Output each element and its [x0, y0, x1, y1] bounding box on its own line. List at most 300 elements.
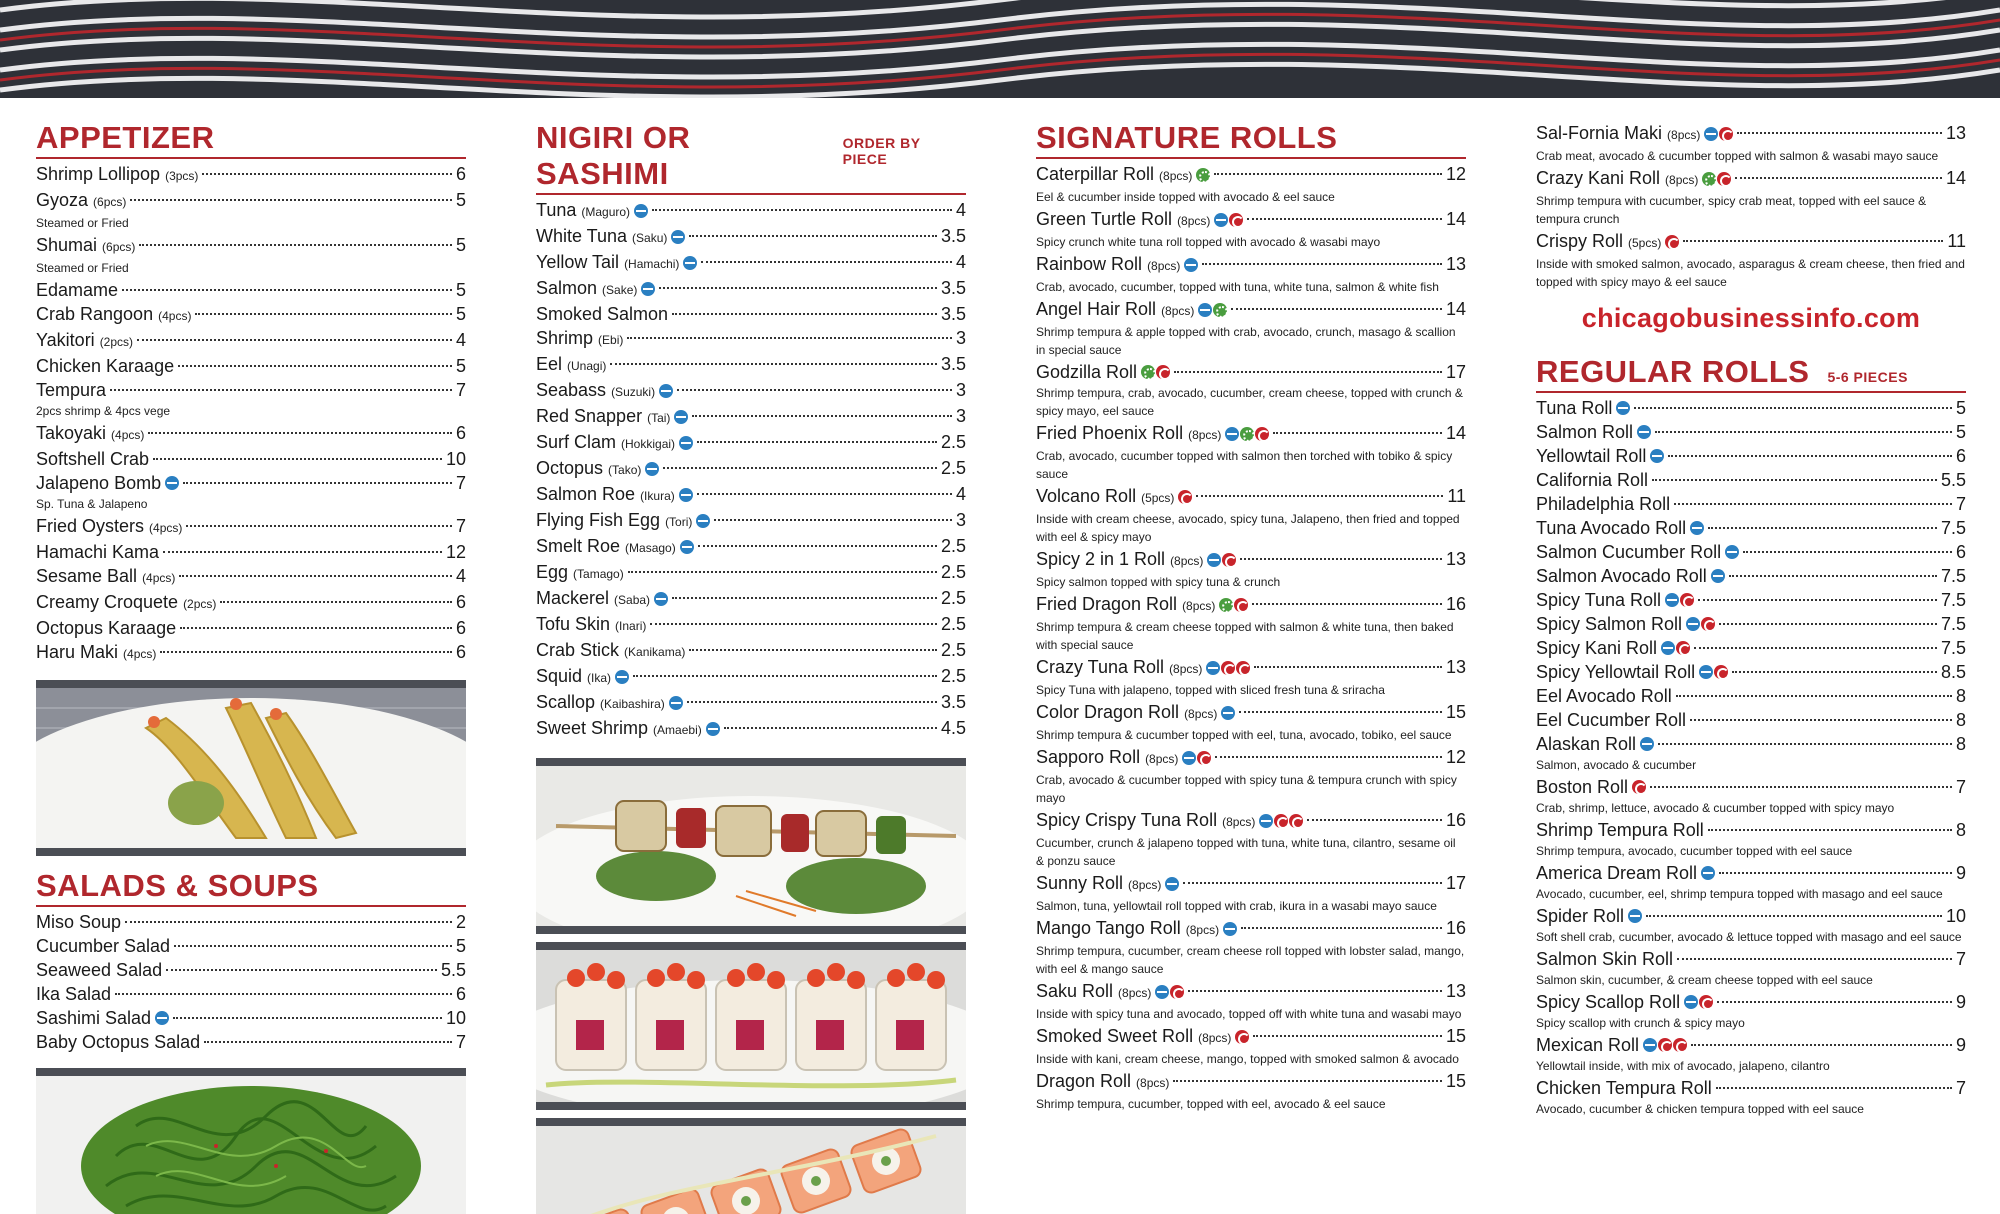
menu-item-row [536, 456, 966, 482]
item-name: Mexican Roll [1536, 1035, 1640, 1055]
item-name: Spicy Yellowtail Roll [1536, 662, 1696, 682]
item-marks [1725, 545, 1739, 559]
menu-item [536, 430, 966, 456]
menu-item-row [536, 276, 966, 302]
menu-item-row [1536, 636, 1966, 660]
menu-item-row [1536, 229, 1966, 255]
raw-fish-icon [1207, 553, 1221, 567]
item-marks [1214, 213, 1243, 227]
item-price: 3.5 [940, 304, 966, 324]
vegetable-icon [1141, 365, 1155, 379]
nigiri-header [536, 120, 966, 195]
item-name: Sashimi Salad [36, 1008, 152, 1028]
menu-item [1536, 684, 1966, 708]
menu-item [1536, 121, 1966, 165]
item-price: 3.5 [940, 278, 966, 298]
item-name: Creamy Croquete [36, 592, 179, 612]
dot-leader [652, 209, 952, 211]
menu-item-row [1536, 861, 1966, 885]
item-price: 10 [1945, 906, 1966, 926]
item-description: Spicy salmon topped with spicy tuna & crunch [1036, 575, 1281, 589]
dot-leader [1202, 263, 1442, 265]
menu-item [1036, 421, 1466, 483]
item-marks [1632, 780, 1646, 794]
item-price: 8 [1955, 686, 1966, 706]
dot-leader [1719, 872, 1952, 874]
item-quantity: (4pcs) [123, 647, 157, 661]
raw-fish-icon [1259, 814, 1273, 828]
menu-item-row [1536, 708, 1966, 732]
item-price: 7 [1955, 1078, 1966, 1098]
spicy-icon [1274, 814, 1288, 828]
item-price: 2.5 [940, 614, 966, 634]
item-price: 7.5 [1940, 638, 1966, 658]
item-quantity: (Tako) [608, 463, 642, 477]
item-price: 17 [1445, 873, 1466, 893]
item-marks [1650, 449, 1664, 463]
item-description: 2pcs shrimp & 4pcs vege [36, 404, 171, 418]
dot-leader [153, 458, 442, 460]
item-marks [683, 256, 697, 270]
dot-leader [1214, 173, 1442, 175]
item-marks [1196, 168, 1210, 182]
menu-item-row [1036, 592, 1466, 618]
raw-fish-icon [1684, 995, 1698, 1009]
raw-fish-icon [1214, 213, 1228, 227]
menu-item [36, 447, 466, 471]
item-description: Crab, avocado, cucumber, topped with tuna, white tuna, salmon & white fish [1036, 280, 1439, 294]
menu-item [36, 188, 466, 232]
menu-item [1536, 636, 1966, 660]
menu-item-row [1036, 360, 1466, 384]
item-quantity: (8pcs) [1184, 707, 1218, 721]
item-name: Chicken Karaage [36, 356, 175, 376]
dot-leader [650, 623, 937, 625]
menu-item-row [536, 352, 966, 378]
menu-item-row [36, 378, 466, 402]
item-marks [1207, 553, 1236, 567]
menu-item-row [1036, 207, 1466, 233]
menu-item [1036, 916, 1466, 978]
salads-header [36, 868, 466, 907]
menu-item-row [36, 233, 466, 259]
item-price: 5 [1955, 398, 1966, 418]
item-name: Eel Cucumber Roll [1536, 710, 1687, 730]
item-price: 7 [455, 473, 466, 493]
spicy-icon [1222, 553, 1236, 567]
raw-fish-icon [706, 722, 720, 736]
menu-item-row [36, 590, 466, 616]
appetizer-header [36, 120, 466, 159]
menu-item-row [1036, 745, 1466, 771]
item-description: Shrimp tempura with cucumber, spicy crab meat, topped with eel sauce & tempura crunch [1536, 194, 1927, 226]
item-description: Cucumber, crunch & jalapeno topped with tuna, white tuna, cilantro, sesame oil & ponzu sauce [1036, 836, 1456, 868]
item-price: 3 [955, 380, 966, 400]
dot-leader [627, 337, 952, 339]
item-price: 6 [1955, 446, 1966, 466]
item-price: 7 [1955, 494, 1966, 514]
item-price: 12 [445, 542, 466, 562]
item-price: 7 [1955, 949, 1966, 969]
menu-item [536, 404, 966, 430]
raw-fish-icon [155, 1011, 169, 1025]
raw-fish-icon [1690, 521, 1704, 535]
raw-fish-icon [674, 410, 688, 424]
item-quantity: (Saba) [614, 593, 651, 607]
wave-pattern [0, 0, 2000, 98]
spicy-icon [1234, 598, 1248, 612]
dot-leader [139, 244, 452, 246]
menu-item-row [1536, 904, 1966, 928]
spicy-icon [1658, 1038, 1672, 1052]
item-marks [1235, 1030, 1249, 1044]
menu-item-row [1536, 396, 1966, 420]
menu-item-row [36, 1030, 466, 1054]
dot-leader [1650, 786, 1952, 788]
item-quantity: (Tori) [665, 515, 693, 529]
item-quantity: (8pcs) [1170, 554, 1204, 568]
raw-fish-icon [1704, 127, 1718, 141]
raw-fish-icon [680, 540, 694, 554]
menu-item [36, 1030, 466, 1054]
raw-fish-icon [679, 436, 693, 450]
dot-leader [1174, 371, 1442, 373]
raw-fish-icon [1643, 1038, 1657, 1052]
item-name: Mackerel [536, 588, 610, 608]
item-description: Salmon, tuna, yellowtail roll topped with crab, ikura in a wasabi mayo sauce [1036, 899, 1437, 913]
item-description: Avocado, cucumber & chicken tempura topped with eel sauce [1536, 1102, 1864, 1116]
item-name: Fried Dragon Roll [1036, 594, 1178, 614]
menu-item-row [1536, 540, 1966, 564]
item-price: 3.5 [940, 692, 966, 712]
item-marks [1640, 737, 1654, 751]
dot-leader [180, 627, 452, 629]
spicy-icon [1665, 235, 1679, 249]
item-name: Softshell Crab [36, 449, 150, 469]
dot-leader [1241, 927, 1442, 929]
dot-leader [1239, 711, 1442, 713]
item-marks [1684, 995, 1713, 1009]
item-name: Takoyaki [36, 423, 107, 443]
menu-item-row [36, 564, 466, 590]
spicy-icon [1170, 985, 1184, 999]
menu-item-row [536, 690, 966, 716]
menu-item-row [1536, 684, 1966, 708]
raw-fish-icon [615, 670, 629, 684]
item-price: 16 [1445, 810, 1466, 830]
item-quantity: (8pcs) [1128, 878, 1162, 892]
menu-item [1536, 229, 1966, 291]
item-price: 13 [1445, 657, 1466, 677]
item-quantity: (8pcs) [1667, 128, 1701, 142]
column-signature [1036, 120, 1466, 1114]
menu-item [1536, 588, 1966, 612]
item-description: Shrimp tempura, cucumber, cream cheese roll topped with lobster salad, mango, with eel & mango sauce [1036, 944, 1465, 976]
item-name: Tuna Avocado Roll [1536, 518, 1687, 538]
spicy-icon [1676, 641, 1690, 655]
raw-fish-icon [1155, 985, 1169, 999]
dot-leader [163, 551, 442, 553]
menu-item [1536, 492, 1966, 516]
dot-leader [1729, 575, 1937, 577]
item-price: 6 [455, 423, 466, 443]
menu-item [1536, 660, 1966, 684]
menu-item [1536, 468, 1966, 492]
menu-item-row [1536, 468, 1966, 492]
raw-fish-icon [645, 462, 659, 476]
menu-item-row [1036, 547, 1466, 573]
spicy-icon [1178, 490, 1192, 504]
menu-item-row [536, 638, 966, 664]
column-appetizer-salads [36, 120, 466, 1214]
item-description: Steamed or Fried [36, 216, 129, 230]
dot-leader [173, 1017, 442, 1019]
item-name: Spicy Kani Roll [1536, 638, 1658, 658]
spicy-icon [1701, 617, 1715, 631]
item-price: 16 [1445, 594, 1466, 614]
item-price: 9 [1955, 992, 1966, 1012]
raw-fish-icon [634, 204, 648, 218]
menu-item-row [1536, 732, 1966, 756]
menu-item [36, 1006, 466, 1030]
dot-leader [137, 339, 452, 341]
dot-leader [110, 389, 452, 391]
menu-item [1036, 360, 1466, 420]
menu-item-row [1536, 564, 1966, 588]
menu-item [1536, 564, 1966, 588]
item-name: Seabass [536, 380, 607, 400]
item-marks [1702, 172, 1731, 186]
item-name: Green Turtle Roll [1036, 209, 1173, 229]
raw-fish-icon [1225, 427, 1239, 441]
raw-fish-icon [1221, 706, 1235, 720]
item-price: 2 [455, 912, 466, 932]
dot-leader [115, 993, 452, 995]
menu-item [1036, 162, 1466, 206]
item-name: Dragon Roll [1036, 1071, 1132, 1091]
menu-item [36, 162, 466, 188]
item-name: Salmon Skin Roll [1536, 949, 1674, 969]
item-marks [165, 476, 179, 490]
spicy-icon [1719, 127, 1733, 141]
dot-leader [202, 173, 452, 175]
item-name: Spider Roll [1536, 906, 1625, 926]
item-description: Steamed or Fried [36, 261, 129, 275]
item-name: Smoked Salmon [536, 304, 669, 324]
item-price: 7 [455, 516, 466, 536]
item-marks [1661, 641, 1690, 655]
item-name: Tempura [36, 380, 107, 400]
dot-leader [610, 363, 937, 365]
menu-item-row [536, 224, 966, 250]
dot-leader [183, 482, 452, 484]
item-description: Eel & cucumber inside topped with avocado & eel sauce [1036, 190, 1335, 204]
menu-item [36, 378, 466, 420]
item-marks [674, 410, 688, 424]
dot-leader [1708, 527, 1937, 529]
item-name: Salmon Avocado Roll [1536, 566, 1707, 586]
menu-item-row [1536, 444, 1966, 468]
raw-fish-icon [696, 514, 710, 528]
spicy-icon [1197, 751, 1211, 765]
menu-item [1536, 732, 1966, 774]
menu-item [36, 302, 466, 328]
item-price: 8 [1955, 710, 1966, 730]
dot-leader [689, 649, 937, 651]
item-marks [1223, 922, 1237, 936]
menu-item [1536, 166, 1966, 228]
item-name: Crab Rangoon [36, 304, 154, 324]
menu-item-row [1036, 808, 1466, 834]
menu-item-row [1036, 979, 1466, 1005]
raw-fish-icon [1182, 751, 1196, 765]
item-description: Crab, avocado, cucumber topped with salmon then torched with tobiko & spicy sauce [1036, 449, 1453, 481]
item-price: 2.5 [940, 588, 966, 608]
item-name: Rainbow Roll [1036, 254, 1143, 274]
menu-item [36, 982, 466, 1006]
dot-leader [130, 199, 452, 201]
menu-item [36, 540, 466, 564]
item-price: 7.5 [1940, 566, 1966, 586]
spicy-icon [1221, 661, 1235, 675]
raw-fish-icon [1206, 661, 1220, 675]
menu-item [36, 590, 466, 616]
item-price: 2.5 [940, 536, 966, 556]
raw-fish-icon [671, 230, 685, 244]
item-name: America Dream Roll [1536, 863, 1698, 883]
menu-item [536, 302, 966, 326]
menu-item-row [536, 664, 966, 690]
item-price: 3 [955, 510, 966, 530]
spicy-icon [1255, 427, 1269, 441]
dot-leader [701, 261, 952, 263]
spicy-icon [1680, 593, 1694, 607]
item-marks [659, 384, 673, 398]
item-name: Salmon [536, 278, 598, 298]
signature-header [1036, 120, 1466, 159]
menu-item [1036, 745, 1466, 807]
menu-item-row [536, 508, 966, 534]
item-price: 5 [455, 280, 466, 300]
item-marks [669, 696, 683, 710]
dot-leader [186, 525, 452, 527]
item-description: Yellowtail inside, with mix of avocado, jalapeno, cilantro [1536, 1059, 1830, 1073]
vegetable-icon [1213, 303, 1227, 317]
item-description: Inside with cream cheese, avocado, spicy tuna, Jalapeno, then fried and topped with eel & spicy mayo [1036, 512, 1460, 544]
menu-item-row [536, 326, 966, 352]
item-name: Shrimp Lollipop [36, 164, 161, 184]
item-quantity: (6pcs) [93, 195, 127, 209]
item-quantity: (5pcs) [1141, 491, 1175, 505]
item-description: Crab meat, avocado & cucumber topped with salmon & wasabi mayo sauce [1536, 149, 1939, 163]
item-description: Crab, avocado & cucumber topped with spicy tuna & tempura crunch with spicy mayo [1036, 773, 1457, 805]
menu-item [536, 378, 966, 404]
item-name: Octopus [536, 458, 604, 478]
item-description: Shrimp tempura, avocado, cucumber topped with eel sauce [1536, 844, 1853, 858]
item-name: Eel Avocado Roll [1536, 686, 1672, 706]
dot-leader [1683, 240, 1943, 242]
seaweed-salad-photo [36, 1068, 466, 1214]
item-marks [1182, 751, 1211, 765]
item-name: Crispy Roll [1536, 231, 1624, 251]
menu-item-row [536, 612, 966, 638]
vegetable-icon [1196, 168, 1210, 182]
raw-fish-icon [1711, 569, 1725, 583]
item-marks [1219, 598, 1248, 612]
item-description: Inside with smoked salmon, avocado, asparagus & cream cheese, then fried and topped with spicy mayo & eel sauce [1536, 257, 1965, 289]
item-price: 4 [955, 484, 966, 504]
raw-fish-icon [1701, 866, 1715, 880]
menu-item-row [36, 162, 466, 188]
item-name: Chicken Tempura Roll [1536, 1078, 1712, 1098]
menu-item-row [1036, 1024, 1466, 1050]
signature-continued-list [1536, 121, 1966, 291]
item-quantity: (8pcs) [1159, 169, 1193, 183]
item-price: 13 [1445, 254, 1466, 274]
menu-item [1036, 484, 1466, 546]
item-price: 7.5 [1940, 614, 1966, 634]
item-quantity: (4pcs) [149, 521, 183, 535]
menu-item-row [536, 716, 966, 742]
item-marks [641, 282, 655, 296]
menu-item [36, 934, 466, 958]
menu-item-row [1536, 990, 1966, 1014]
item-price: 5 [455, 936, 466, 956]
item-quantity: (3pcs) [165, 169, 199, 183]
item-marks [1178, 490, 1192, 504]
item-name: Hamachi Kama [36, 542, 160, 562]
dot-leader [1743, 551, 1952, 553]
item-price: 5 [455, 190, 466, 210]
menu-item [536, 690, 966, 716]
item-name: Haru Maki [36, 642, 119, 662]
item-marks [1616, 401, 1630, 415]
item-name: Sapporo Roll [1036, 747, 1141, 767]
dot-leader [698, 545, 937, 547]
item-marks [679, 436, 693, 450]
item-quantity: (Saku) [632, 231, 668, 245]
menu-item-row [36, 354, 466, 378]
item-quantity: (8pcs) [1222, 815, 1256, 829]
item-price: 8 [1955, 734, 1966, 754]
item-price: 5.5 [1940, 470, 1966, 490]
dot-leader [697, 493, 952, 495]
item-price: 14 [1945, 168, 1966, 188]
menu-item-row [536, 378, 966, 404]
dot-leader [672, 597, 937, 599]
menu-item [536, 586, 966, 612]
raw-fish-icon [165, 476, 179, 490]
item-name: Gyoza [36, 190, 89, 210]
item-description: Spicy crunch white tuna roll topped with avocado & wasabi mayo [1036, 235, 1381, 249]
menu-item [536, 638, 966, 664]
vegetable-icon [1240, 427, 1254, 441]
item-price: 4 [455, 330, 466, 350]
menu-item [36, 421, 466, 447]
menu-item-row [1536, 516, 1966, 540]
item-quantity: (4pcs) [142, 571, 176, 585]
item-name: Shumai [36, 235, 98, 255]
dot-leader [220, 601, 452, 603]
item-quantity: (2pcs) [99, 335, 134, 349]
item-price: 14 [1445, 299, 1466, 319]
item-quantity: (8pcs) [1665, 173, 1699, 187]
item-description: Spicy scallop with crunch & spicy mayo [1536, 1016, 1745, 1030]
item-price: 2.5 [940, 458, 966, 478]
item-price: 4 [955, 252, 966, 272]
item-name: Ika Salad [36, 984, 112, 1004]
menu-item-row [536, 560, 966, 586]
